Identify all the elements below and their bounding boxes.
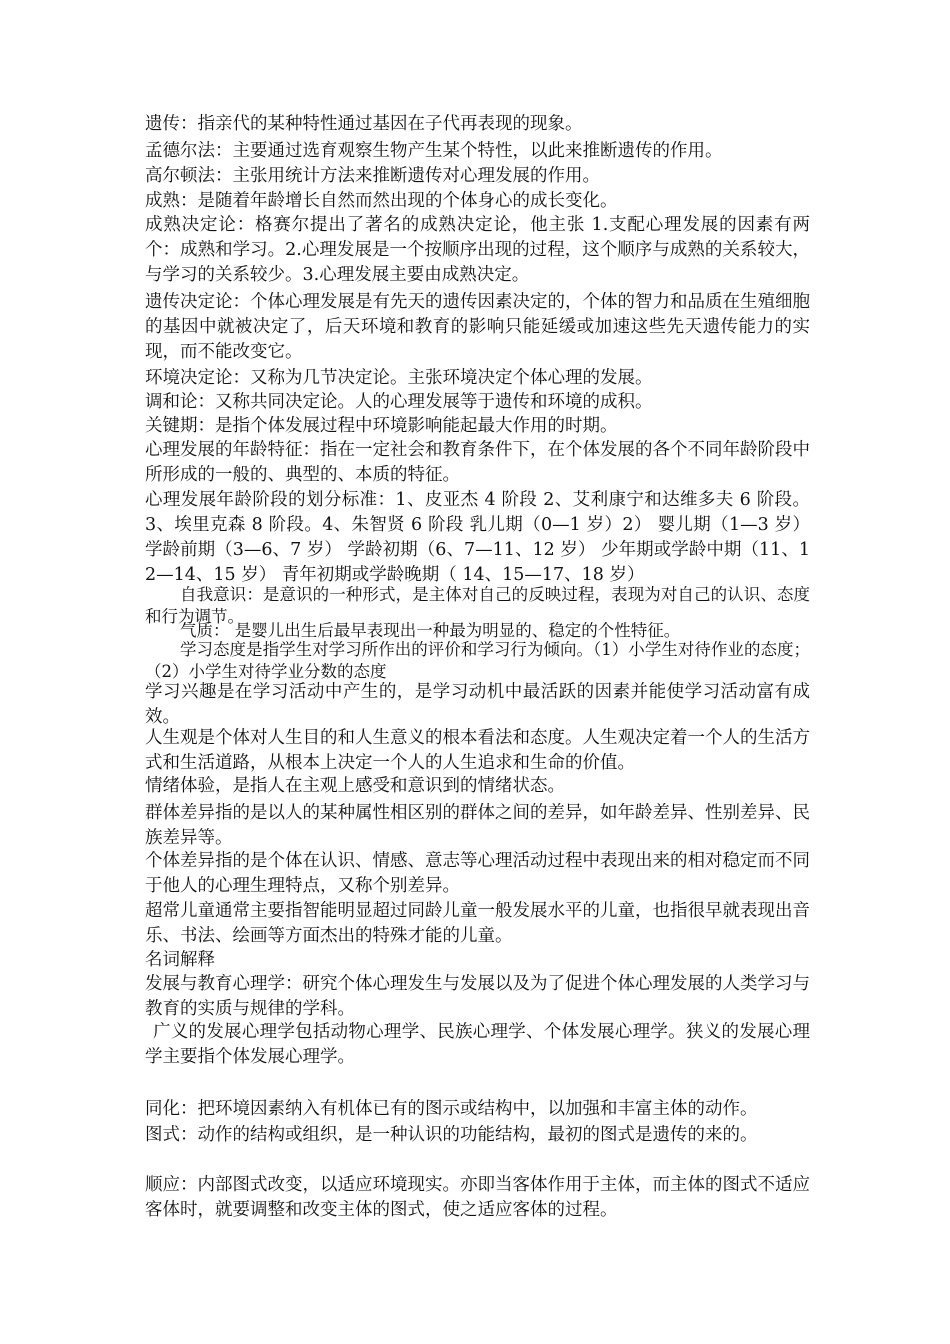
paragraph-age-characteristics: 心理发展的年龄特征：指在一定社会和教育条件下，在个体发展的各个不同年龄阶段中所形成的一般的、典型的、本质的特征。 bbox=[145, 440, 810, 485]
paragraph-outlook-on-life: 人生观是个体对人生目的和人生意义的根本看法和态度。人生观决定着一个人的生活方式和生活道路，从根本上决定一个人的人生追求和生命的价值。 bbox=[145, 728, 810, 773]
paragraph-group-differences: 群体差异指的是以人的某种属性相区别的群体之间的差异，如年龄差异、性别差异、民族差异等。 bbox=[145, 803, 810, 848]
paragraph-learning-attitude: 学习态度是指学生对学习所作出的评价和学习行为倾向。（1）小学生对待作业的态度；（2）小学生对待学业分数的态度 bbox=[145, 640, 810, 681]
paragraph-maturation-determinism: 成熟决定论：格赛尔提出了著名的成熟决定论，他主张 1.支配心理发展的因素有两个：成熟和学习。2.心理发展是一个按顺序出现的过程，这个顺序与成熟的关系较大，与学习的关系较少。3.心理发展主要由成熟决定。 bbox=[145, 215, 810, 285]
paragraph-self-consciousness: 自我意识：是意识的一种形式，是主体对自己的反映过程，表现为对自己的认识、态度和行为调节。 bbox=[145, 585, 810, 626]
paragraph-galton-method: 高尔顿法：主张用统计方法来推断遗传对心理发展的作用。 bbox=[145, 166, 600, 186]
paragraph-developmental-educational-psychology: 发展与教育心理学：研究个体心理发生与发展以及为了促进个体心理发展的人类学习与教育的实质与规律的学科。 bbox=[145, 974, 810, 1019]
paragraph-broad-narrow-developmental-psychology: 广义的发展心理学包括动物心理学、民族心理学、个体发展心理学。狭义的发展心理学主要指个体发展心理学。 bbox=[145, 1022, 810, 1067]
paragraph-mendel-method: 孟德尔法：主要通过选育观察生物产生某个特性，以此来推断遗传的作用。 bbox=[145, 141, 723, 161]
section-heading-term-definitions: 名词解释 bbox=[145, 950, 215, 970]
paragraph-learning-interest: 学习兴趣是在学习活动中产生的，是学习动机中最活跃的因素并能使学习活动富有成效。 bbox=[145, 682, 810, 727]
paragraph-maturation: 成熟：是随着年龄增长自然而然出现的个体身心的成长变化。 bbox=[145, 191, 618, 211]
paragraph-heredity-determinism: 遗传决定论：个体心理发展是有先天的遗传因素决定的，个体的智力和品质在生殖细胞的基因中就被决定了，后天环境和教育的影响只能延缓或加速这些先天遗传能力的实现，而不能改变它。 bbox=[145, 292, 810, 362]
paragraph-critical-period: 关键期：是指个体发展过程中环境影响能起最大作用的时期。 bbox=[145, 416, 618, 436]
paragraph-age-stage-criteria: 心理发展年龄阶段的划分标准：1、皮亚杰 4 阶段 2、艾利康宁和达维多夫 6 阶段。3、埃里克森 8 阶段。4、朱智贤 6 阶段 乳儿期（0—1 岁）2） 婴儿期（1—3 岁） 学龄前期（3—6、7 岁） 学龄初期（6、7—11、12 岁） 少年期或学龄中期（11、12—14、15 岁） 青年初期或学龄晚期（ 14、15—17、18 岁） bbox=[145, 490, 810, 585]
paragraph-assimilation: 同化：把环境因素纳入有机体已有的图示或结构中，以加强和丰富主体的动作。 bbox=[145, 1099, 758, 1119]
paragraph-environment-determinism: 环境决定论：又称为几节决定论。主张环境决定个体心理的发展。 bbox=[145, 368, 653, 388]
paragraph-emotional-experience: 情绪体验，是指人在主观上感受和意识到的情绪状态。 bbox=[145, 776, 565, 796]
paragraph-individual-differences: 个体差异指的是个体在认识、情感、意志等心理活动过程中表现出来的相对稳定而不同于他人的心理生理特点，又称个别差异。 bbox=[145, 851, 810, 896]
paragraph-heredity: 遗传：指亲代的某种特性通过基因在子代再表现的现象。 bbox=[145, 114, 583, 134]
paragraph-interaction-theory: 调和论：又称共同决定论。人的心理发展等于遗传和环境的成积。 bbox=[145, 392, 653, 412]
paragraph-gifted-children: 超常儿童通常主要指智能明显超过同龄儿童一般发展水平的儿童，也指很早就表现出音乐、书法、绘画等方面杰出的特殊才能的儿童。 bbox=[145, 901, 810, 946]
paragraph-temperament: 气质： 是婴儿出生后最早表现出一种最为明显的、稳定的个性特征。 bbox=[180, 621, 681, 640]
paragraph-schema: 图式：动作的结构或组织，是一种认识的功能结构，最初的图式是遗传的来的。 bbox=[145, 1125, 758, 1145]
paragraph-accommodation: 顺应：内部图式改变，以适应环境现实。亦即当客体作用于主体，而主体的图式不适应客体时，就要调整和改变主体的图式，使之适应客体的过程。 bbox=[145, 1175, 810, 1220]
